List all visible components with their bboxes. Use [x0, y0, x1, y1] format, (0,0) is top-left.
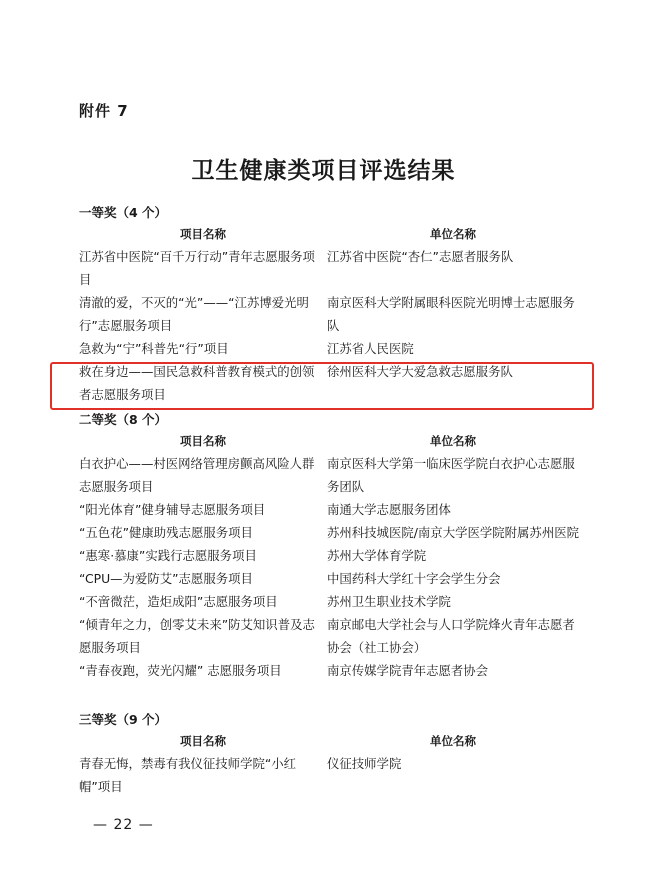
unit-name: 南京医科大学第一临床医学院白衣护心志愿服务团队	[327, 456, 575, 494]
project-name: “青春夜跑，荧光闪耀” 志愿服务项目	[79, 663, 282, 678]
second-prize-section	[79, 410, 579, 682]
table-row	[79, 337, 579, 360]
unit-name: 江苏省人民医院	[327, 341, 414, 356]
table-row	[79, 567, 579, 590]
unit-column-header: 单位名称	[430, 734, 476, 748]
unit-name: 徐州医科大学大爱急救志愿服务队	[327, 364, 513, 379]
project-name: “惠寒·慕康”实践行志愿服务项目	[79, 548, 257, 563]
table-row	[79, 613, 579, 659]
project-name: “倾青年之力，创零艾未来”防艾知识普及志愿服务项目	[79, 617, 315, 655]
project-name: 清澈的爱，不灭的“光”——“江苏博爱光明行”志愿服务项目	[79, 295, 309, 333]
unit-name: 南通大学志愿服务团体	[327, 502, 451, 517]
table-row	[79, 291, 579, 337]
table-row	[79, 544, 579, 567]
unit-name: 江苏省中医院“杏仁”志愿者服务队	[327, 249, 514, 264]
third-prize-heading: 三等奖（9 个）	[79, 712, 168, 727]
table-row	[79, 590, 579, 613]
column-header-row	[79, 730, 579, 752]
second-prize-heading: 二等奖（8 个）	[79, 412, 168, 427]
column-header-row	[79, 223, 579, 245]
project-name: 白衣护心——村医网络管理房颤高风险人群志愿服务项目	[79, 456, 315, 494]
unit-column-header: 单位名称	[430, 434, 476, 448]
page-number: — 22 —	[93, 817, 154, 833]
project-name: “五色花”健康助残志愿服务项目	[79, 525, 253, 540]
unit-name: 苏州科技城医院/南京大学医学院附属苏州医院	[327, 525, 579, 540]
unit-name: 苏州大学体育学院	[327, 548, 427, 563]
table-row	[79, 521, 579, 544]
project-name: 救在身边——国民急救科普教育模式的创领者志愿服务项目	[79, 364, 315, 402]
unit-name: 仪征技师学院	[327, 756, 402, 771]
column-header-row	[79, 430, 579, 452]
project-name: 急救为“宁”科普先“行”项目	[79, 341, 229, 356]
project-column-header: 项目名称	[180, 434, 226, 448]
page-title: 卫生健康类项目评选结果	[191, 158, 456, 184]
unit-name: 中国药科大学红十字会学生分会	[327, 571, 501, 586]
attachment-label: 附件 7	[79, 102, 129, 120]
table-row	[79, 659, 579, 682]
project-name: “CPU—为爱防艾”志愿服务项目	[79, 571, 253, 586]
first-prize-heading: 一等奖（4 个）	[79, 205, 168, 220]
unit-name: 苏州卫生职业技术学院	[327, 594, 451, 609]
unit-name: 南京医科大学附属眼科医院光明博士志愿服务队	[327, 295, 575, 333]
table-row	[79, 752, 579, 798]
project-name: “阳光体育”健身辅导志愿服务项目	[79, 502, 266, 517]
highlight-box	[50, 362, 594, 410]
unit-column-header: 单位名称	[430, 227, 476, 241]
table-row	[79, 498, 579, 521]
table-row	[79, 245, 579, 291]
project-column-header: 项目名称	[180, 734, 226, 748]
project-name: 江苏省中医院“百千万行动”青年志愿服务项目	[79, 249, 315, 287]
unit-name: 南京邮电大学社会与人口学院烽火青年志愿者协会（社工协会）	[327, 617, 575, 655]
project-name: “不啻微茫，造炬成阳”志愿服务项目	[79, 594, 278, 609]
third-prize-section	[79, 710, 579, 798]
unit-name: 南京传媒学院青年志愿者协会	[327, 663, 489, 678]
project-column-header: 项目名称	[180, 227, 226, 241]
project-name: 青春无悔，禁毒有我仪征技师学院“小红帽”项目	[79, 756, 297, 794]
table-row	[79, 452, 579, 498]
